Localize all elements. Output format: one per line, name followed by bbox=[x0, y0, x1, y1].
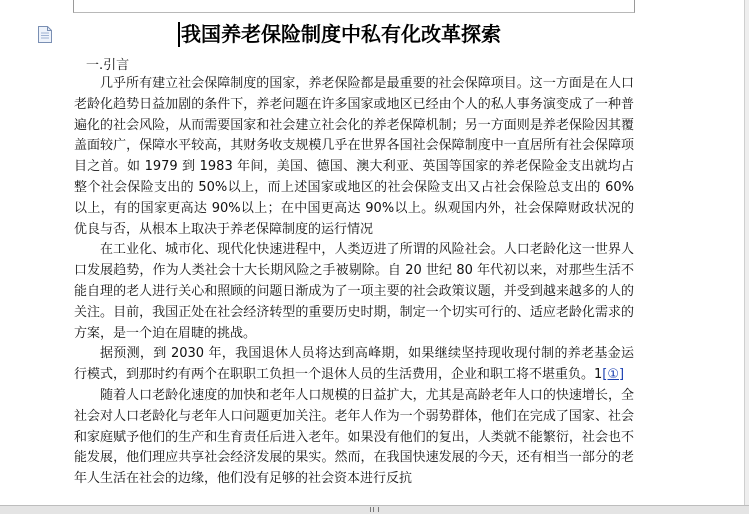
title-row bbox=[74, 17, 634, 53]
paragraph-3 bbox=[74, 344, 634, 386]
document-title: 我国养老保险制度中私有化改革探索 bbox=[181, 22, 501, 46]
paragraph-2: 在工业化、城市化、现代化快速进程中，人类迈进了所谓的风险社会。人口老龄化这一世界人口发展趋势，作为人类社会十大长期风险之手被剔除。自 20 世纪 80 年代初以来，对那些生活不能自理的老人进行关心和照顾的问题日渐成为了一项主要的社会政策议题，并受到越来越多的人的关注。目前，我国正处在社会经济转型的重要历史时期，制定一个切实可行的、适应老龄化需求的方案，是一个迫在眉睫的挑战。 bbox=[74, 242, 634, 341]
vertical-scrollbar[interactable] bbox=[744, 0, 749, 506]
paragraph-4: 随着人口老龄化速度的加快和老年人口规模的日益扩大，尤其是高龄老年人口的快速增长，全社会对人口老龄化与老年人口问题更加关注。老年人作为一个弱势群体，他们在完成了国家、社会和家庭赋予他们的生产和生育责任后进入老年。如果没有他们的复出，人类就不能繁衍，社会也不能发展，他们理应共享社会经济发展的果实。然而，在我国快速发展的今天，还有相当一部分的老年人生活在社会的边缘，他们没有足够的社会资本进行反抗 bbox=[74, 387, 634, 487]
bottom-scrollbar[interactable] bbox=[0, 505, 749, 514]
footnote-link[interactable]: [①] bbox=[602, 367, 625, 383]
text-cursor bbox=[178, 22, 180, 47]
document-page-icon bbox=[38, 26, 52, 43]
paragraph-1: 几乎所有建立社会保障制度的国家，养老保险都是最重要的社会保障项目。这一方面是在人口老龄化趋势日益加剧的条件下，养老问题在许多国家或地区已经由个人的私人事务演变成了一种普遍化的社会风险，从而需要国家和社会建立社会化的养老保障机制；另一方面则是养老保险因其覆盖面较广，保障水平较高，其财务收支规模几乎在世界各国社会保障制度中一直居所有社会保障项目之首。如 1979 到 1983 年间，美国、德国、澳大利亚、英国等国家的养老保险金支出就均占整个社会保险支出的 50%以上，而上述国家或地区的社会保险支出又占社会保险总支出的 60%以上，有的国家更高达 90%以上；在中国更高达 90%以上。纵观国内外，社会保障财政状况的优良与否，从根本上取决于养老保障制度的运行情况 bbox=[74, 76, 634, 237]
section-heading: 一.引言 bbox=[86, 58, 130, 73]
paragraph-3-text: 据预测，到 2030 年，我国退休人员将达到高峰期，如果继续坚持现收现付制的养老基金运行模式，到那时约有两个在职职工负担一个退休人员的生活费用，企业和职工将不堪重负。1 bbox=[74, 346, 634, 383]
document-body[interactable] bbox=[74, 17, 634, 490]
scroll-grip-icon[interactable] bbox=[370, 507, 379, 512]
page-top-margin bbox=[73, 0, 635, 13]
